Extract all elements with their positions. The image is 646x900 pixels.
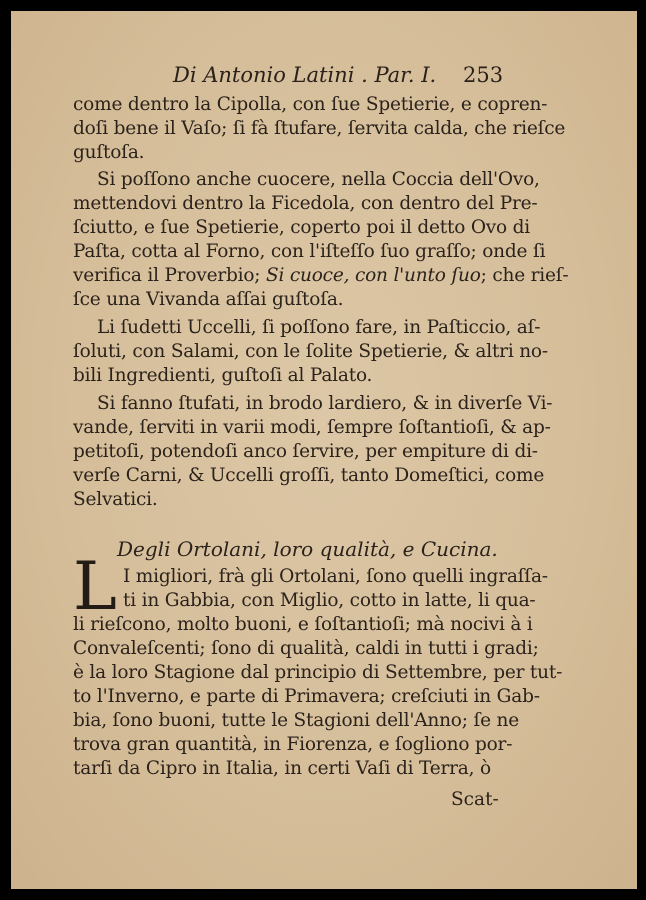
text-line: petitoſi, potendoſi anco ſervire, per empiture di di- xyxy=(73,441,538,462)
text-line: ſoluti, con Salami, con le ſolite Spetierie, & altri no- xyxy=(73,341,548,362)
text-line: è la loro Stagione dal principio di Settembre, per tut- xyxy=(73,662,563,683)
text-line: Convaleſcenti; ſono di qualità, caldi in tutti i gradi; xyxy=(73,638,539,659)
text-line: Paſta, cotta al Forno, con l'iſteſſo ſuo graſſo; onde ſi xyxy=(73,241,546,262)
section-title: Degli Ortolani, loro qualità, e Cucina. xyxy=(117,537,498,561)
proverb-italic: Si cuoce, con l'unto ſuo xyxy=(266,265,481,286)
text-line: Si fanno ſtufati, in brodo lardiero, & in diverſe Vi- xyxy=(97,393,553,414)
page-header xyxy=(11,63,637,93)
text-line: trova gran quantità, in Fiorenza, e ſogliono por- xyxy=(73,734,513,755)
text-line: Li ſudetti Uccelli, ſi poſſono fare, in Paſticcio, aſ- xyxy=(97,317,541,338)
text-line: bia, ſono buoni, tutte le Stagioni dell'Anno; ſe ne xyxy=(73,710,519,731)
text-line: bili Ingredienti, guſtoſi al Palato. xyxy=(73,365,373,386)
text-line: verſe Carni, & Uccelli groſſi, tanto Domeſtici, come xyxy=(73,465,545,486)
book-page xyxy=(11,11,637,889)
running-head: Di Antonio Latini . Par. I. xyxy=(173,63,437,87)
catchword: Scat- xyxy=(451,789,499,810)
text-line: doſi bene il Vaſo; ſi fà ſtufare, ſervita calda, che rieſce xyxy=(73,118,566,139)
text-line: Si poſſono anche cuocere, nella Coccia dell'Ovo, xyxy=(97,169,540,190)
text-line: li rieſcono, molto buoni, e ſoſtantioſi; mà nocivi à i xyxy=(73,614,533,635)
text-line: tarſi da Cipro in Italia, in certi Vaſi di Terra, ò xyxy=(73,758,491,779)
text-line: I migliori, frà gli Ortolani, ſono quelli ingraſſa- xyxy=(123,566,548,587)
page-number: 253 xyxy=(463,63,504,87)
drop-cap: L xyxy=(73,548,117,625)
proverb-intro: verifica il Proverbio; xyxy=(73,265,261,286)
text-line: ſce una Vivanda aſſai guſtoſa. xyxy=(73,289,344,310)
proverb-after: ; che rieſ- xyxy=(480,265,569,286)
text-line: ſciutto, e ſue Spetierie, coperto poi il detto Ovo di xyxy=(73,217,531,238)
text-line: guſtoſa. xyxy=(73,142,145,163)
proverb-line xyxy=(73,264,568,288)
text-line: to l'Inverno, e parte di Primavera; creſciuti in Gab- xyxy=(73,686,540,707)
text-line: mettendovi dentro la Ficedola, con dentro del Pre- xyxy=(73,193,538,214)
text-line: ti in Gabbia, con Miglio, cotto in latte, li qua- xyxy=(123,590,536,611)
text-line: Selvatici. xyxy=(73,489,158,510)
text-line: come dentro la Cipolla, con ſue Spetierie, e copren- xyxy=(73,94,548,115)
text-line: vande, ſerviti in varii modi, ſempre ſoſtantioſi, & ap- xyxy=(73,417,551,438)
